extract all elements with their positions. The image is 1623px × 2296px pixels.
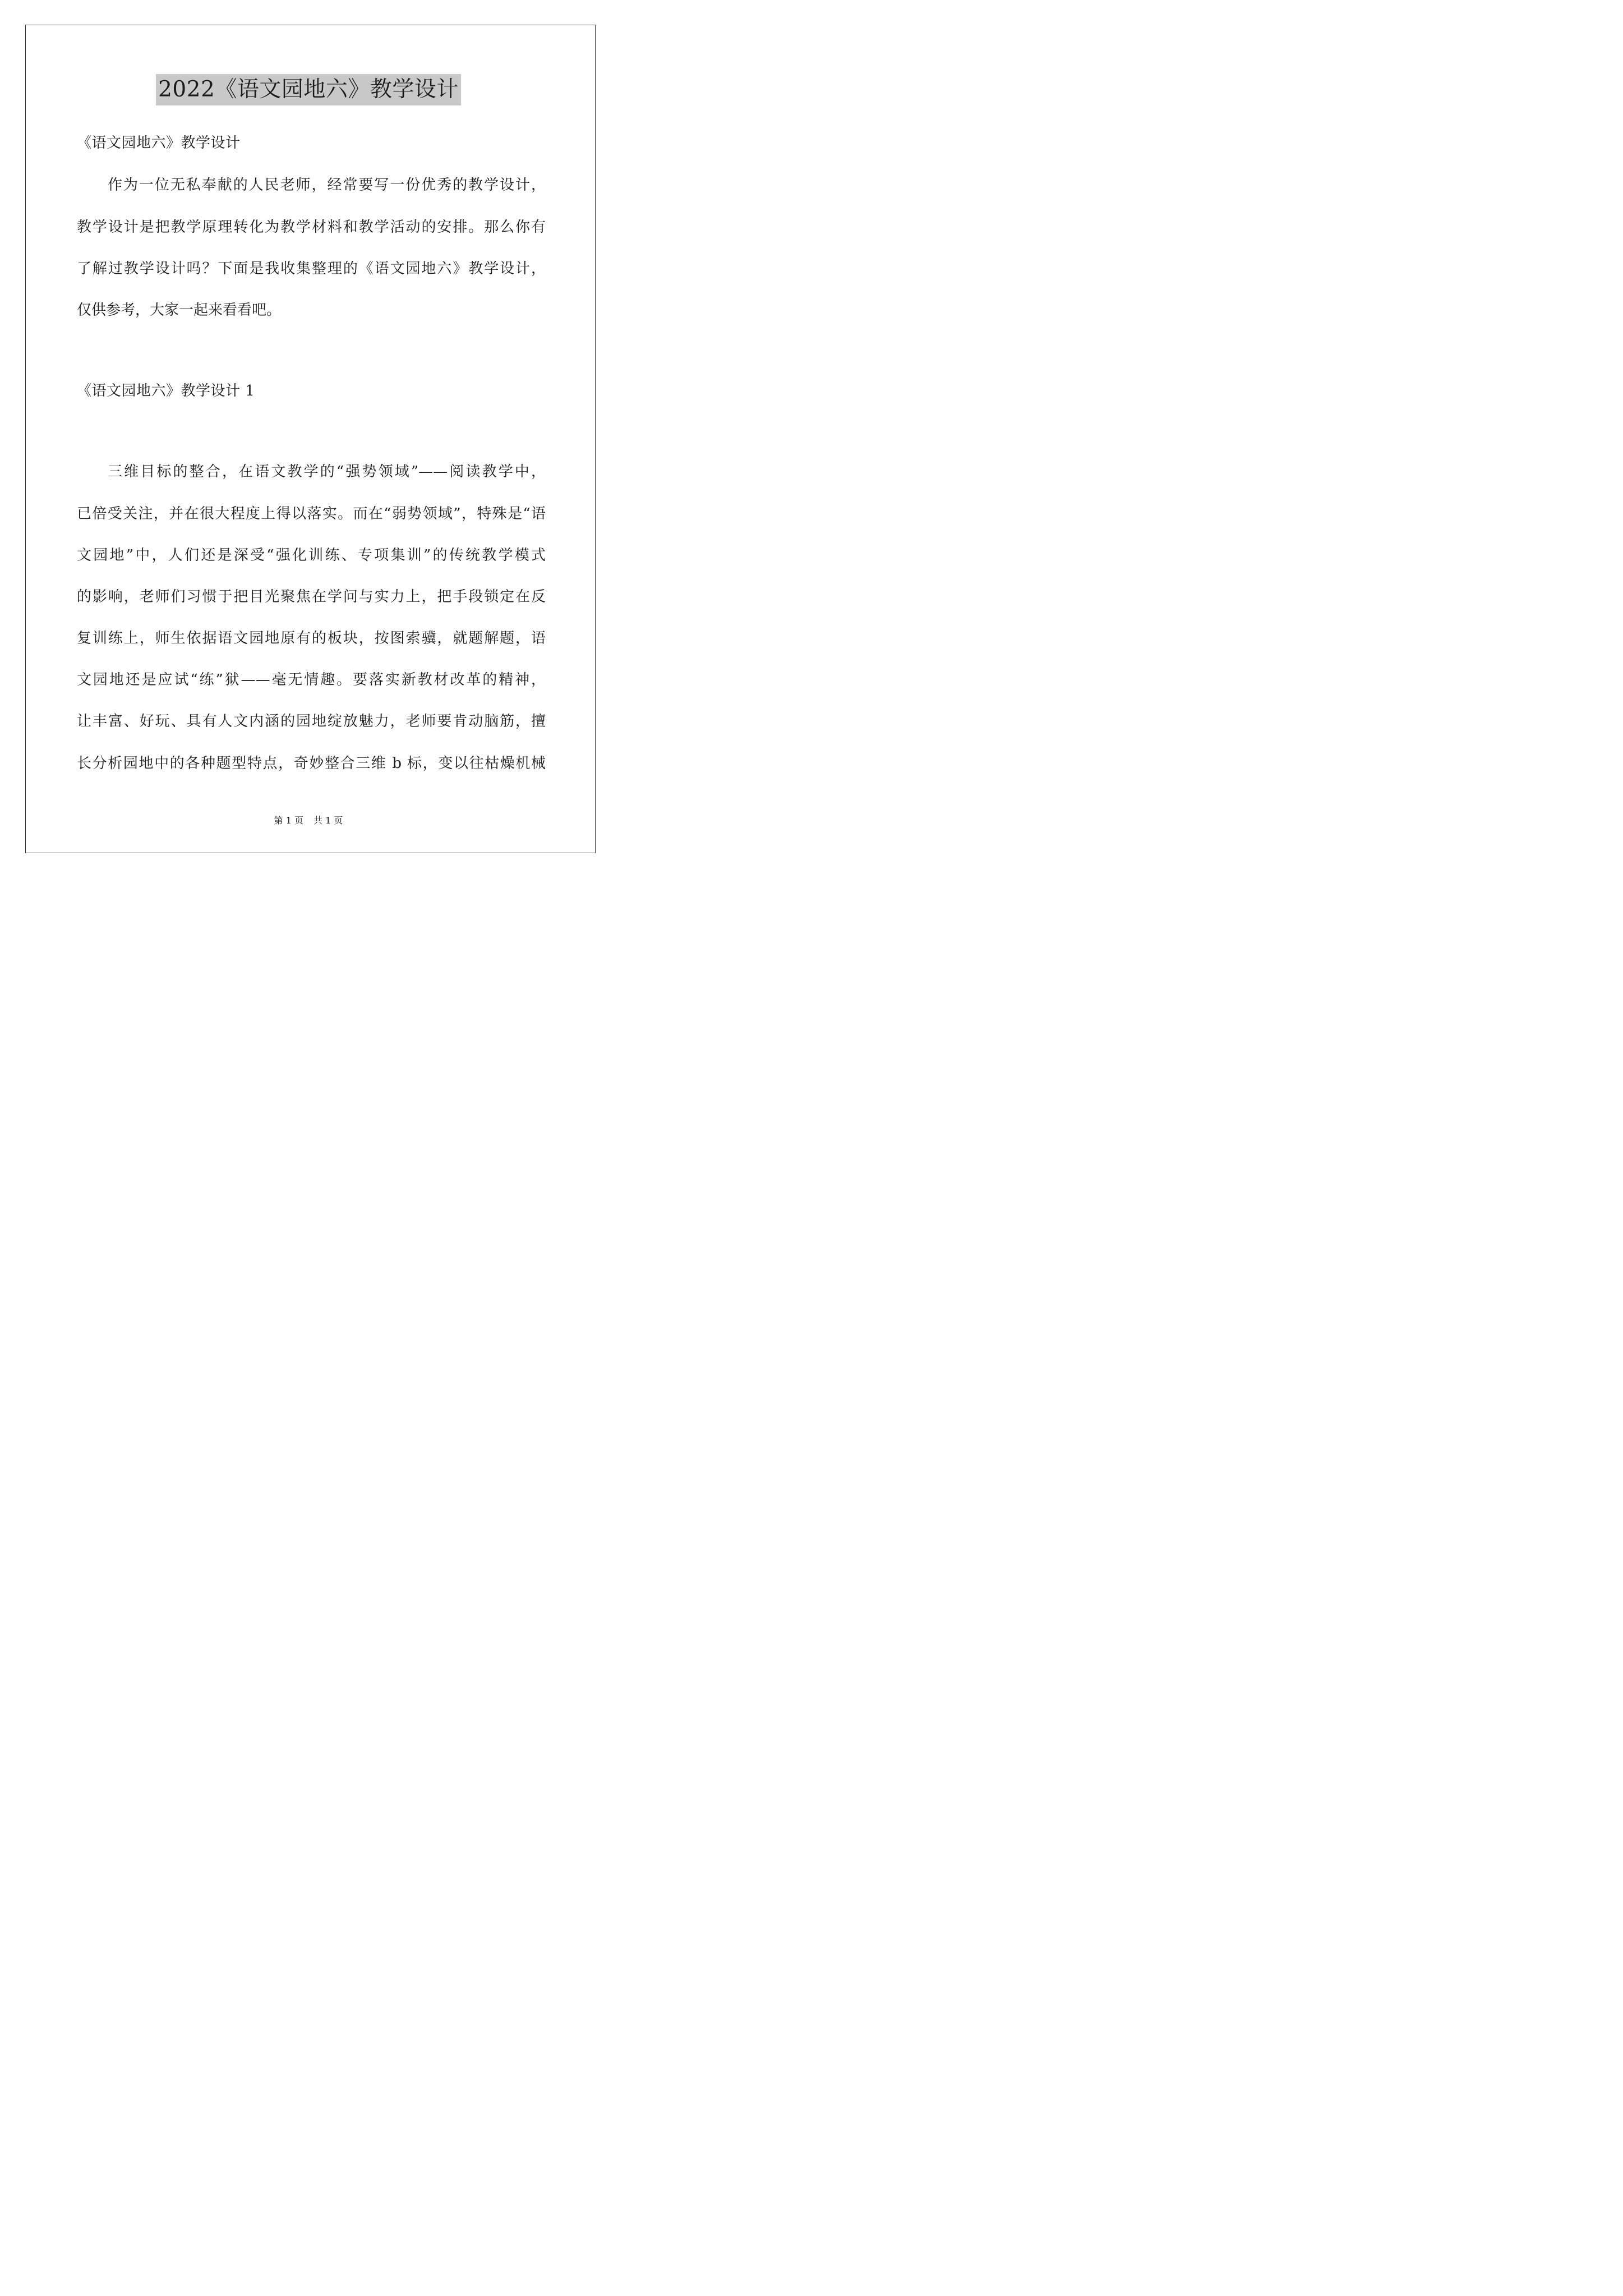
page-footer [0,815,617,826]
intro-line: 了解过教学设计吗？下面是我收集整理的《语文园地六》教学设计， [77,260,546,277]
section-heading: 《语文园地六》教学设计 1 [77,383,255,399]
page-number: 第 1 页 [274,815,303,826]
body-line: 复训练上，师生依据语文园地原有的板块，按图索骥，就题解题，语 [77,630,546,647]
body-line: 文园地还是应试“练”狱——毫无情趣。要落实新教材改革的精神， [77,671,546,688]
body-line: 长分析园地中的各种题型特点，奇妙整合三维 b 标，变以往枯燥机械 [77,755,546,772]
intro-line: 作为一位无私奉献的人民老师，经常要写一份优秀的教学设计， [108,177,546,194]
body-line: 让丰富、好玩、具有人文内涵的园地绽放魅力，老师要肯动脑筋，擅 [77,713,546,730]
body-line: 文园地”中，人们还是深受“强化训练、专项集训”的传统教学模式 [77,547,546,564]
document-subtitle: 《语文园地六》教学设计 [77,135,241,151]
intro-line: 仅供参考，大家一起来看看吧。 [77,302,282,319]
body-line: 三维目标的整合，在语文教学的“强势领域”——阅读教学中， [108,463,546,480]
intro-line: 教学设计是把教学原理转化为教学材料和教学活动的安排。那么你有 [77,219,546,236]
body-line: 已倍受关注，并在很大程度上得以落实。而在“弱势领域”，特殊是“语 [77,505,546,522]
body-line: 的影响，老师们习惯于把目光聚焦在学问与实力上，把手段锁定在反 [77,588,546,605]
document-title: 2022《语文园地六》教学设计 [156,74,461,105]
document-title-block [0,74,617,105]
page-total: 共 1 页 [313,815,343,826]
